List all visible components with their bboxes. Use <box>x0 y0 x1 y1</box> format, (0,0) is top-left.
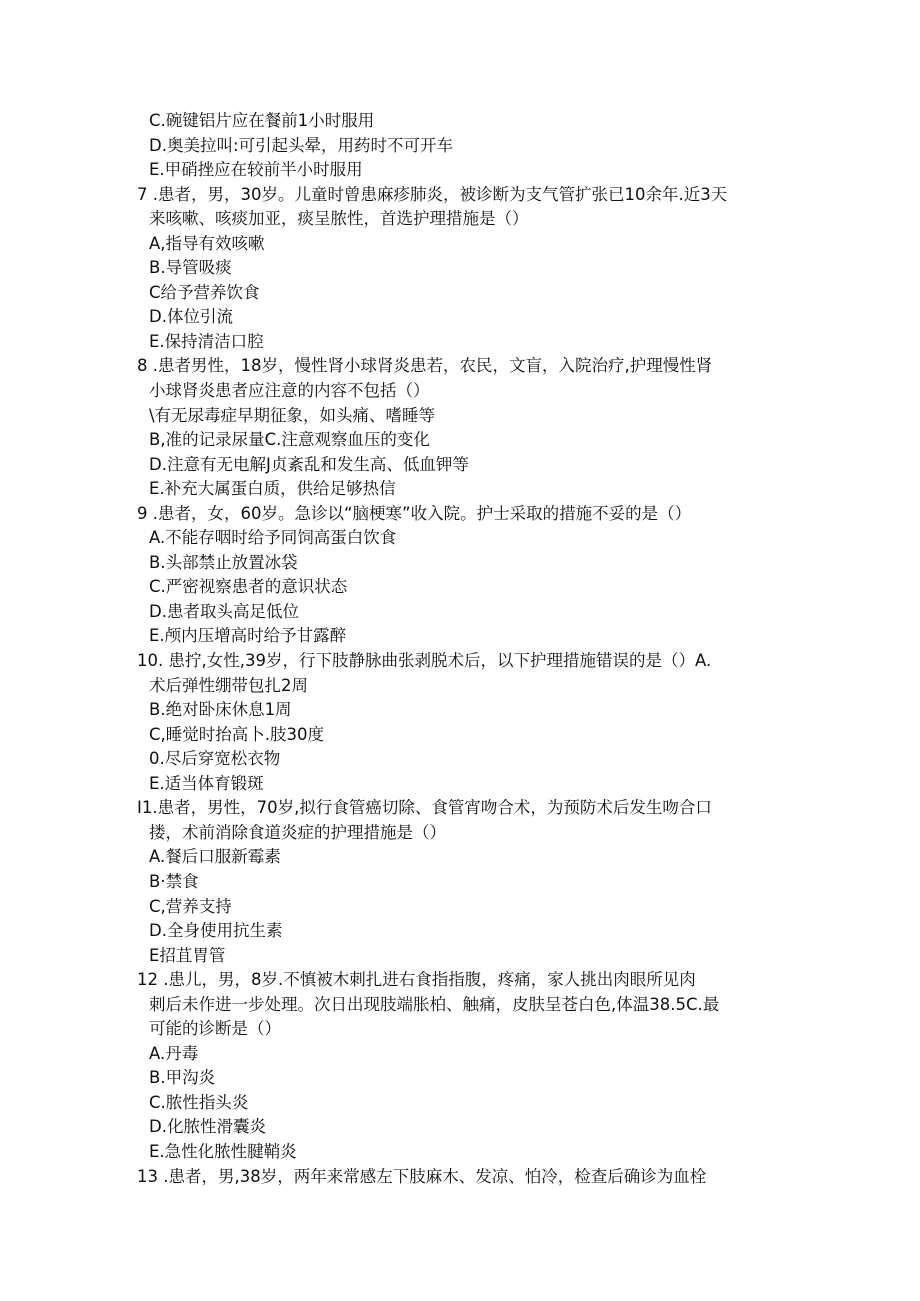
answer-option-line: \有无尿毒症早期征象，如头痛、嗜睡等 <box>149 405 436 425</box>
answer-option-line: B·禁食 <box>149 871 199 891</box>
question-continuation-line: 可能的诊断是（） <box>149 1019 281 1039</box>
answer-option-line: C.严密视察患者的意识状态 <box>149 577 348 597</box>
question-stem-line: 13 .患者，男,38岁，两年来常感左下肢麻木、发凉、怕冷，检查后确诊为血栓 <box>137 1166 707 1186</box>
answer-option-line: D.全身使用抗生素 <box>149 921 283 941</box>
answer-option-line: D.奥美拉叫:可引起头晕，用药时不可开车 <box>149 135 454 155</box>
question-continuation-line: 小球肾炎患者应注意的内容不包括（） <box>149 381 430 401</box>
answer-option-line: D.注意有无电解J贞紊乱和发生高、低血钾等 <box>149 454 469 474</box>
answer-option-line: B.绝对卧床休息1周 <box>149 700 292 720</box>
answer-option-line: E.补充大属蛋白质，供给足够热信 <box>149 479 396 499</box>
answer-option-line: E.甲硝挫应在较前半小时服用 <box>149 160 363 180</box>
answer-option-line: B,准的记录尿量C.注意观察血压的变化 <box>149 430 430 450</box>
answer-option-line: A.丹毒 <box>149 1043 199 1063</box>
question-continuation-line: 刺后未作进一步处理。次日出现肢端胀柏、触痛，皮肤呈苍白色,体温38.5C.最 <box>149 994 720 1014</box>
answer-option-line: C,营养支持 <box>149 896 232 916</box>
answer-option-line: E招苴胃管 <box>149 945 226 965</box>
answer-option-line: A.餐后口服新霉素 <box>149 847 281 867</box>
answer-option-line: E.颅内压增高时给予甘露醉 <box>149 626 347 646</box>
answer-option-line: C,睡觉时抬高卜.肢30度 <box>149 724 325 744</box>
question-stem-line: 8 .患者男性，18岁，慢性肾小球肾炎患若，农民，文盲，入院治疗,护理慢性肾 <box>137 356 713 376</box>
answer-option-line: D.患者取头高足低位 <box>149 601 299 621</box>
answer-option-line: B.甲沟炎 <box>149 1068 216 1088</box>
answer-option-line: A.不能存咽时给予同饲高蛋白饮食 <box>149 528 397 548</box>
question-continuation-line: 术后弹性绷带包扎2周 <box>149 675 308 695</box>
answer-option-line: C给予营养饮食 <box>149 282 260 302</box>
question-continuation-line: 搂，术前消除食道炎症的护理措施是（） <box>149 822 446 842</box>
answer-option-line: C.脓性指头炎 <box>149 1092 249 1112</box>
answer-option-line: E.急性化脓性腱鞘炎 <box>149 1141 297 1161</box>
answer-option-line: B.导管吸痰 <box>149 258 232 278</box>
question-stem-line: 10. 患拧,女性,39岁，行下肢静脉曲张剥脱术后，以下护理措施错误的是（）A. <box>137 651 712 671</box>
answer-option-line: D.化脓性滑囊炎 <box>149 1117 266 1137</box>
answer-option-line: D.体位引流 <box>149 307 233 327</box>
answer-option-line: 0.尽后穿宽松衣物 <box>149 749 281 769</box>
question-continuation-line: 来咳嗽、咳痰加亚，痰呈脓性，首选护理措施是（） <box>149 209 529 229</box>
question-stem-line: 9 .患者，女，60岁。急诊以“脑梗寒”收入院。护士采取的措施不妥的是（） <box>137 503 692 523</box>
answer-option-line: A,指导有效咳嗽 <box>149 233 265 253</box>
question-stem-line: I1.患者，男性，70岁,拟行食管癌切除、食管宵吻合术，为预防术后发生吻合口 <box>137 798 712 818</box>
answer-option-line: E.适当体育锻斑 <box>149 773 264 793</box>
question-text-body <box>137 109 797 1189</box>
answer-option-line: C.碗键铝片应在餐前1小时服用 <box>149 111 375 130</box>
question-stem-line: 12 .患儿，男，8岁.不慎被木刺扎进右食指指腹，疼痛，家人挑出肉眼所见肉 <box>137 970 696 990</box>
answer-option-line: E.保持清洁口腔 <box>149 331 264 351</box>
answer-option-line: B.头部禁止放置冰袋 <box>149 552 298 572</box>
question-stem-line: 7 .患者，男，30岁。儿童时曾患麻疹肺炎，被诊断为支气管扩张已10余年.近3天 <box>137 184 728 204</box>
